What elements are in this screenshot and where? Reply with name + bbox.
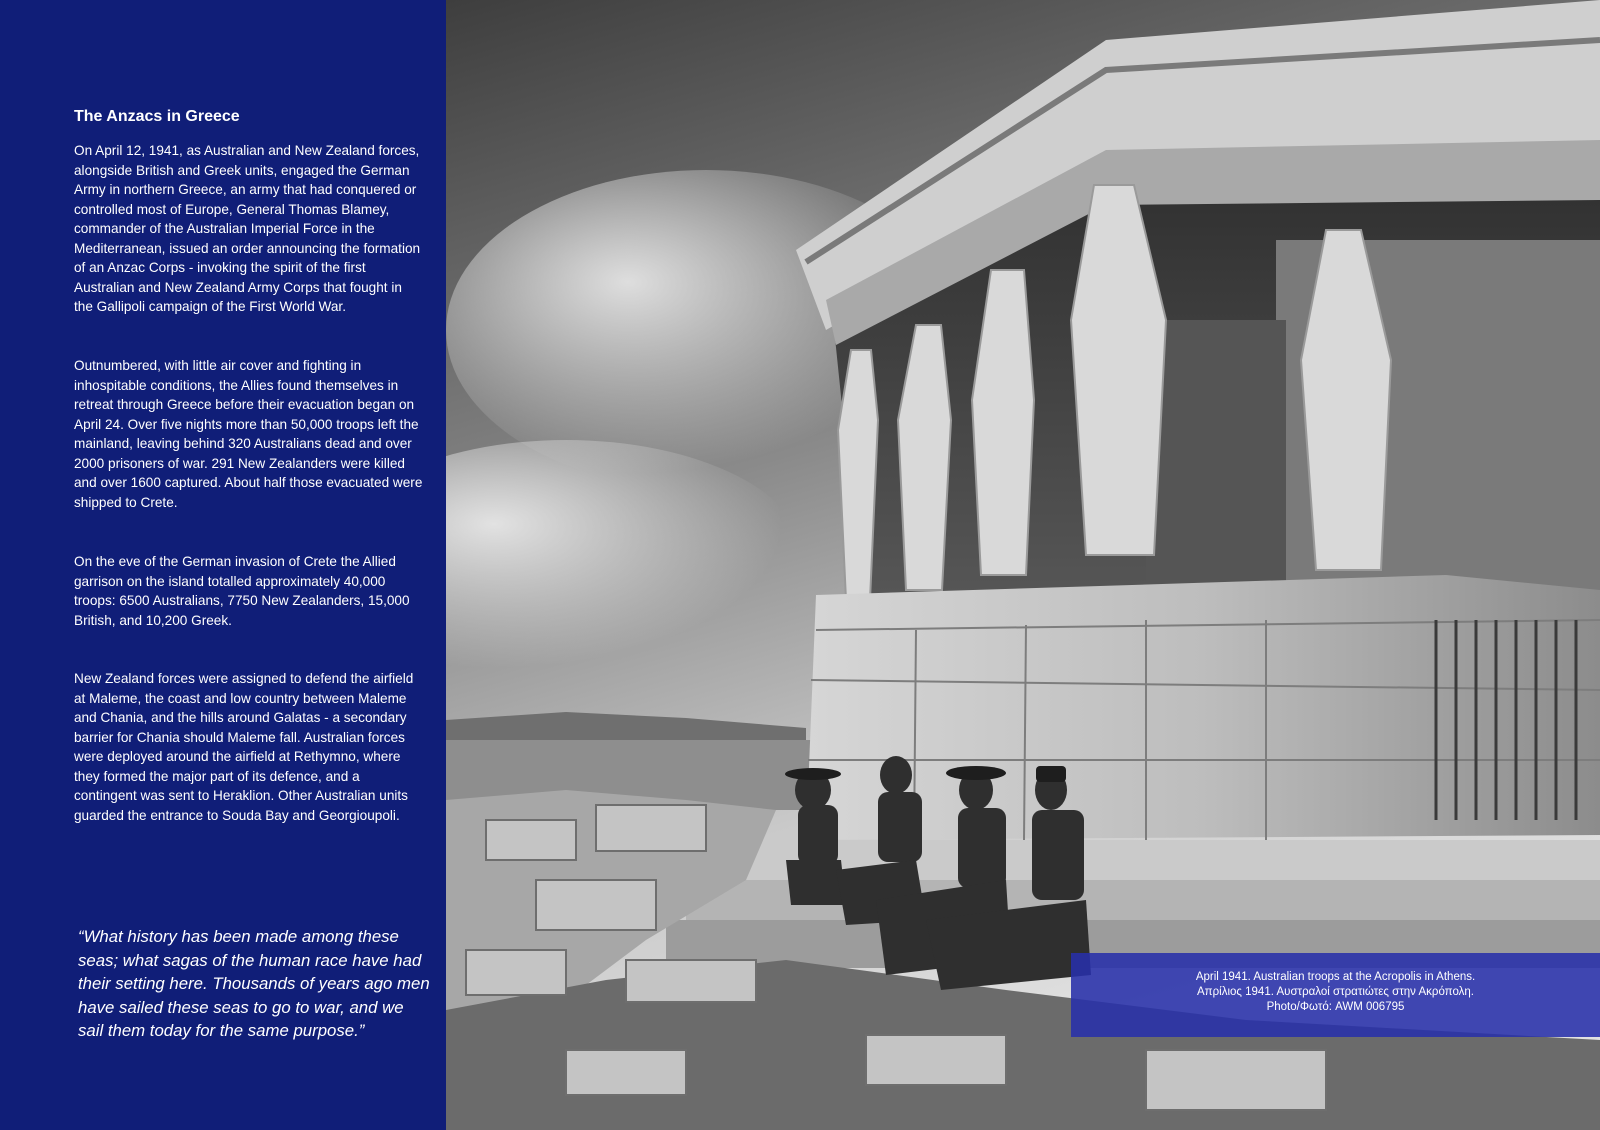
caption-credit: Photo/Φωτό: AWM 006795: [1266, 1001, 1405, 1013]
caption-english: April 1941. Australian troops at the Acropolis in Athens.: [1195, 971, 1476, 983]
paragraph-evacuation: Outnumbered, with little air cover and fighting in inhospitable conditions, the Allies found themselves in retreat through Greece before their evacuation began on April 24. Over five nights more than 50,000 troops left the mainland, leaving behind 320 Australians dead and over 2000 prisoners of war. 291 New Zealanders were killed and over 1600 captured. About half those evacuated were shipped to Crete.: [74, 358, 423, 510]
text-panel: [0, 0, 446, 1130]
pull-quote: “What history has been made among these seas; what sagas of the human race have had their setting here. Thousands of years ago men have sailed these seas to go to war, and we sail them today for the same purpose.”: [78, 927, 430, 1040]
caption-greek: Απρίλιος 1941. Αυστραλοί στρατιώτες στην Ακρόπολη.: [1197, 986, 1474, 998]
paragraph-deployments: New Zealand forces were assigned to defend the airfield at Maleme, the coast and low country between Maleme and Chania, and the hills around Galatas - a secondary barrier for Chania should Maleme fall. Australian forces were deployed around the airfield at Rethymno, where they formed the major part of its defence, and a contingent was sent to Heraklion. Other Australian units guarded the entrance to Souda Bay and Georgioupoli.: [74, 671, 414, 823]
paragraph-crete-garrison: On the eve of the German invasion of Crete the Allied garrison on the island totalled approximately 40,000 troops: 6500 Australians, 7750 New Zealanders, 15,000 British, and 10,200 Greek.: [74, 554, 410, 628]
article-title: The Anzacs in Greece: [74, 108, 240, 125]
paragraph-anzac-corps: On April 12, 1941, as Australian and New Zealand forces, alongside British and Greek units, engaged the German Army in northern Greece, an army that had conquered or controlled most of Europe, General Thomas Blamey, commander of the Australian Imperial Force in the Mediterranean, issued an order announcing the formation of an Anzac Corps - invoking the spirit of the first Australian and New Zealand Army Corps that fought in the Gallipoli campaign of the First World War.: [74, 143, 421, 314]
photo-caption: [1071, 953, 1600, 1037]
